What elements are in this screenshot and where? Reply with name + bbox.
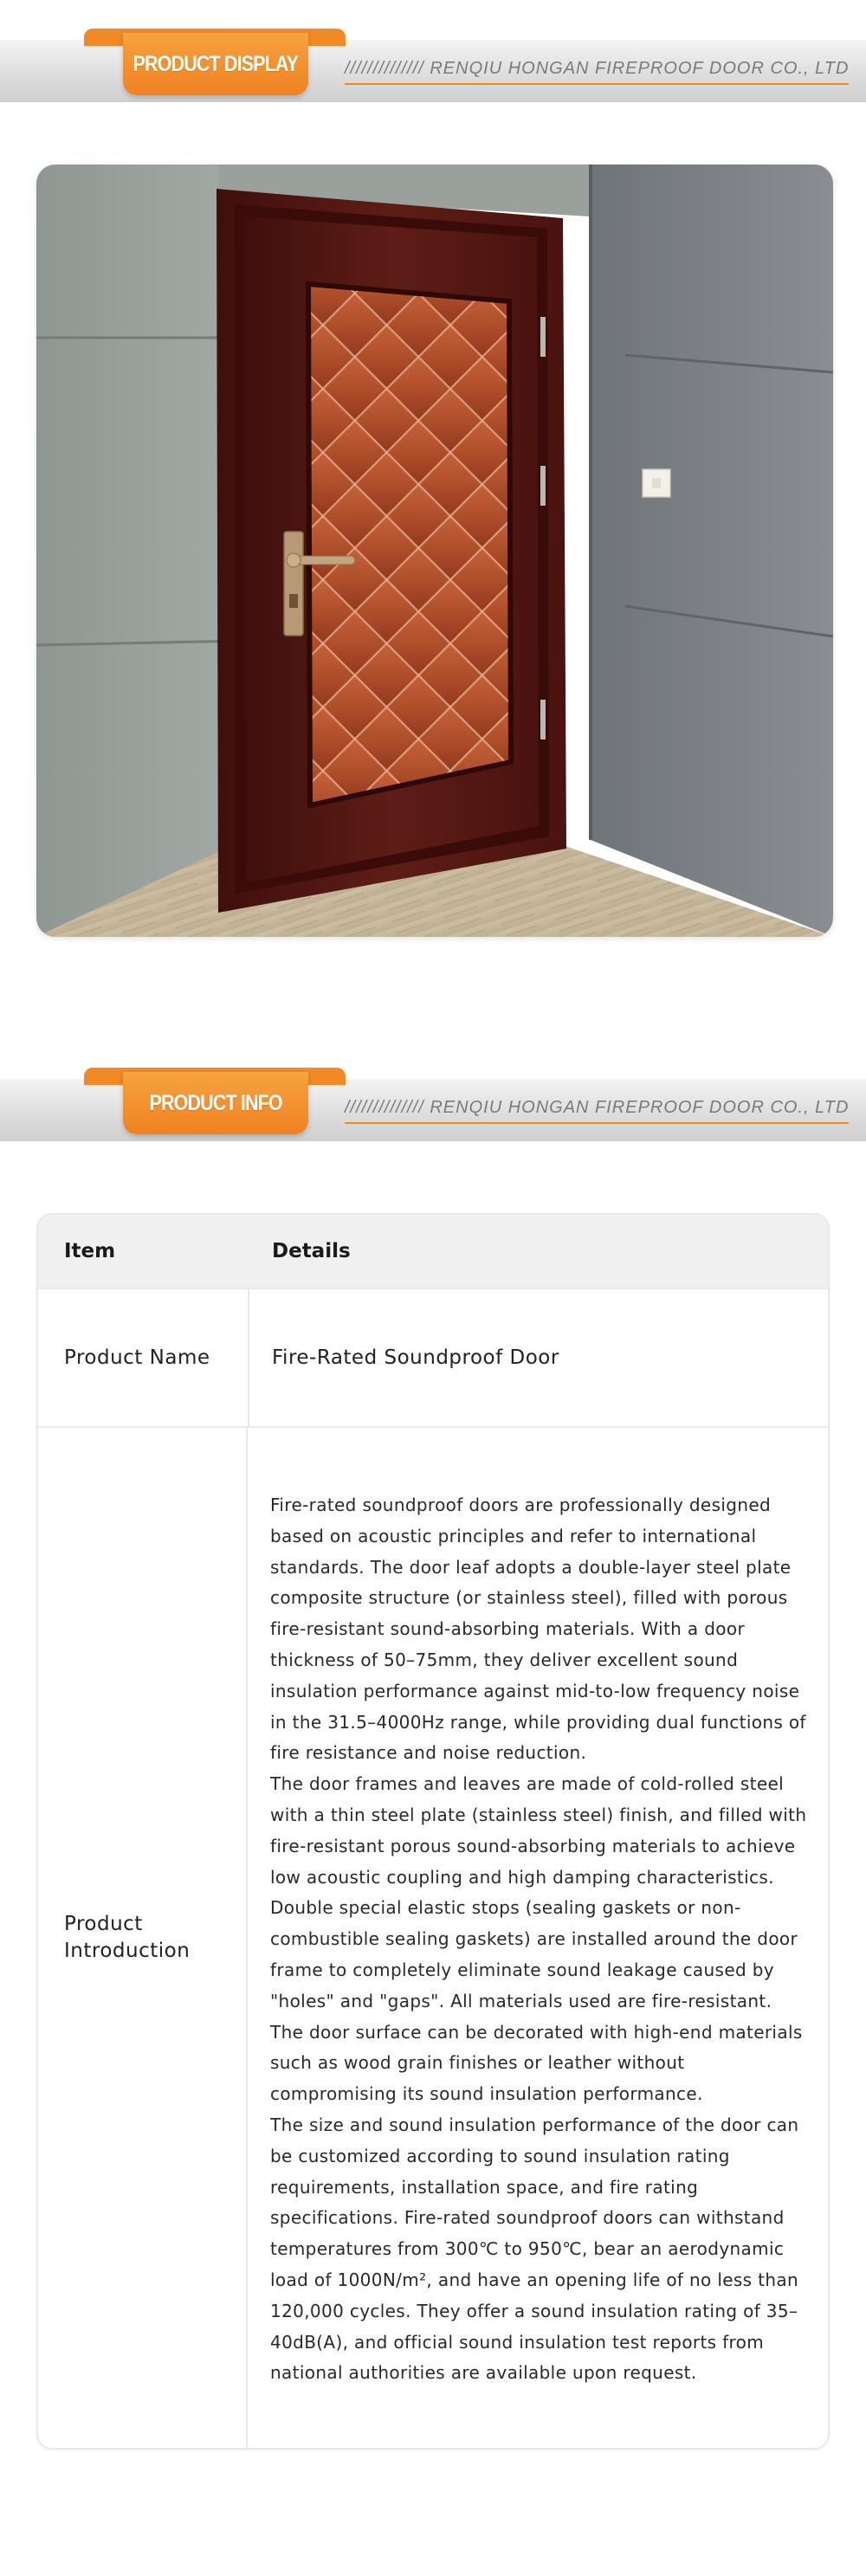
intro-paragraph-2: The door frames and leaves are made of cold-rolled steel with a thin steel plate (stainless steel) finish, and filled with fire-resistant porous sound-absorbing materials to achieve low acoustic coupling and high damping characteristics. Double special elastic stops (sealing gaskets or non-combustible sealing gaskets) are installed around the door frame to completely eliminate sound leakage caused by "holes" and "gaps". All materials used are fire-resistant. The door surface can be decorated with high-end materials such as wood grain finishes or leather without compromising its sound insulation performance. xyxy=(270,1773,807,2105)
table-row xyxy=(38,1288,828,1426)
accent-divider xyxy=(345,1122,849,1124)
section-header-product-info xyxy=(0,1039,866,1141)
table-row xyxy=(38,1426,828,2448)
product-info-section xyxy=(0,1141,866,2502)
row-value-product-introduction xyxy=(248,1428,828,2448)
row-label-product-name: Product Name xyxy=(38,1289,249,1426)
banner-tab xyxy=(123,33,308,95)
intro-paragraph-3: The size and sound insulation performance of the door can be customized according to sound insulation rating requirements, installation space, and fire rating specifications. Fire-rated soundproof doors can withstand temperatures from 300℃ to 950℃, bear an aerodynamic load of 1000N/m², and have an opening life of no less than 120,000 cycles. They offer a sound insulation rating of 35–40dB(A), and official sound insulation test reports from national authorities are available upon request. xyxy=(270,2114,799,2384)
table-header-row xyxy=(38,1215,828,1288)
row-label-product-introduction xyxy=(38,1428,248,2448)
accent-divider xyxy=(345,83,849,85)
header-details: Details xyxy=(272,1240,351,1262)
product-display-section xyxy=(0,102,866,1039)
section-header-product-display xyxy=(0,0,866,102)
banner-tab xyxy=(123,1072,308,1134)
spec-table xyxy=(36,1213,830,2450)
door-illustration xyxy=(36,165,833,937)
intro-paragraph-1: Fire-rated soundproof doors are professionally designed based on acoustic principles and refer to international standards. The door leaf adopts a double-layer steel plate composite structure (or stainless steel), filled with porous fire-resistant sound-absorbing materials. With a door thickness of 50–75mm, they deliver excellent sound insulation performance against mid-to-low frequency noise in the 31.5–4000Hz range, while providing dual functions of fire resistance and noise reduction. xyxy=(270,1495,806,1764)
company-name: ////////////// RENQIU HONGAN FIREPROOF DOOR CO., LTD xyxy=(345,1098,850,1117)
section-title: PRODUCT DISPLAY xyxy=(132,51,299,76)
section-title: PRODUCT INFO xyxy=(149,1090,282,1115)
company-name: ////////////// RENQIU HONGAN FIREPROOF DOOR CO., LTD xyxy=(345,59,850,78)
row-label-text: Product Introduction xyxy=(64,1913,191,1963)
header-item: Item xyxy=(64,1240,116,1262)
product-photo xyxy=(36,165,833,937)
row-value-product-name: Fire-Rated Soundproof Door xyxy=(272,1346,559,1369)
